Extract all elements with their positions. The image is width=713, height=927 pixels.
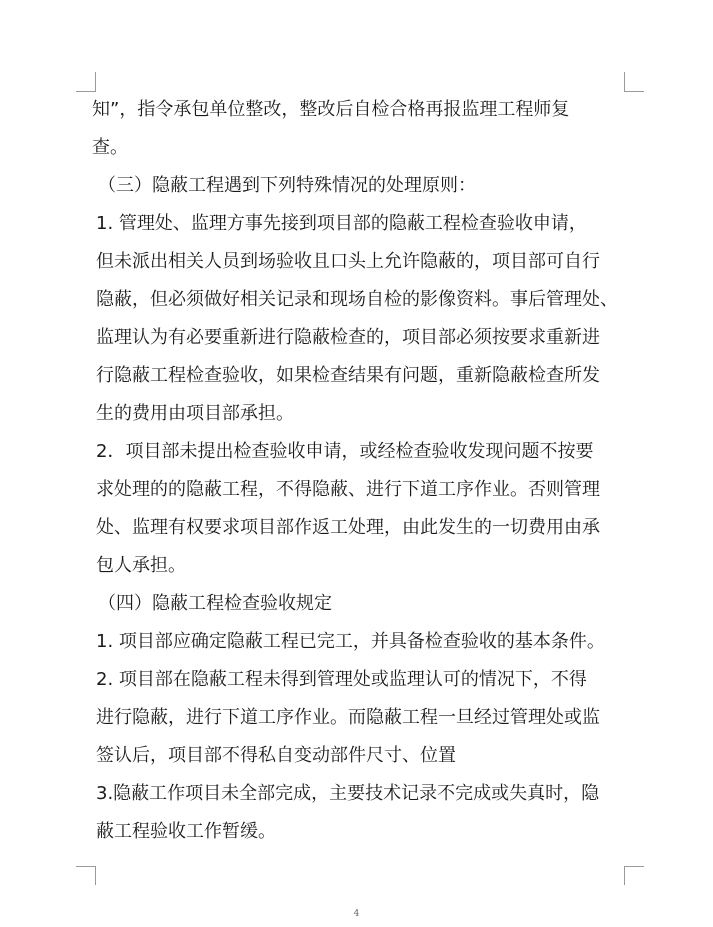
page-number: 4 bbox=[353, 909, 360, 919]
text-line: 知”，指令承包单位整改，整改后自检合格再报监理工程师复 bbox=[92, 99, 570, 120]
crop-mark-bottom-left bbox=[95, 866, 96, 885]
text-line: 签认后，项目部不得私自变动部件尺寸、位置 bbox=[96, 745, 456, 766]
text-line: 2．项目部未提出检查验收申请，或经检查验收发现问题不按要 bbox=[96, 441, 594, 462]
text-line: 求处理的的隐蔽工程，不得隐蔽、进行下道工序作业。否则管理 bbox=[96, 479, 600, 500]
section-heading: （四）隐蔽工程检查验收规定 bbox=[98, 593, 332, 614]
text-line: 监理认为有必要重新进行隐蔽检查的，项目部必须按要求重新进 bbox=[96, 327, 600, 348]
text-line: 1. 项目部应确定隐蔽工程已完工，并具备检查验收的基本条件。 bbox=[96, 631, 605, 652]
crop-mark-top-right bbox=[624, 91, 644, 92]
crop-mark-bottom-right bbox=[624, 866, 644, 867]
text-line: 生的费用由项目部承担。 bbox=[96, 403, 294, 424]
text-line: 1. 管理处、监理方事先接到项目部的隐蔽工程检查验收申请， bbox=[96, 213, 587, 234]
crop-mark-bottom-left bbox=[76, 866, 96, 867]
text-line: 蔽工程验收工作暂缓。 bbox=[96, 821, 276, 842]
text-line: 隐蔽，但必须做好相关记录和现场自检的影像资料。事后管理处、 bbox=[96, 289, 618, 310]
text-line: 进行隐蔽，进行下道工序作业。而隐蔽工程一旦经过管理处或监 bbox=[96, 707, 600, 728]
crop-mark-bottom-right bbox=[624, 866, 625, 885]
text-line: 3.隐蔽工作项目未全部完成，主要技术记录不完成或失真时，隐 bbox=[96, 783, 600, 804]
text-line: 2. 项目部在隐蔽工程未得到管理处或监理认可的情况下，不得 bbox=[96, 669, 587, 690]
text-line: 查。 bbox=[92, 137, 128, 158]
crop-mark-top-left bbox=[95, 72, 96, 91]
text-line: 行隐蔽工程检查验收，如果检查结果有问题，重新隐蔽检查所发 bbox=[96, 365, 600, 386]
text-line: 处、监理有权要求项目部作返工处理，由此发生的一切费用由承 bbox=[96, 517, 600, 538]
crop-mark-top-right bbox=[624, 72, 625, 91]
text-line: 包人承担。 bbox=[96, 555, 186, 576]
section-heading: （三）隐蔽工程遇到下列特殊情况的处理原则： bbox=[98, 175, 476, 196]
text-line: 但未派出相关人员到场验收且口头上允许隐蔽的，项目部可自行 bbox=[96, 251, 600, 272]
